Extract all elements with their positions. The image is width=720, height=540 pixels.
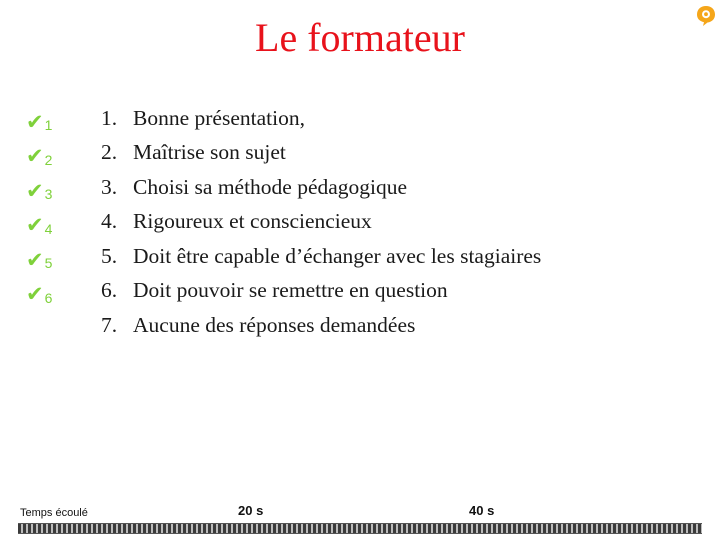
answer-text: Doit être capable d’échanger avec les stagiaires [133,243,542,268]
check-item [26,278,52,313]
timer-marker-20s: 20 s [238,503,264,518]
check-item [26,105,52,140]
answer-text: Bonne présentation, [133,105,305,130]
response-check-list [26,105,52,312]
answer-option-3[interactable] [101,170,541,205]
slide-title: Le formateur [255,15,465,60]
answer-text: Choisi sa méthode pédagogique [133,174,408,199]
answer-number: 6. [101,278,118,303]
check-number: 2 [44,151,53,168]
check-item [26,209,52,244]
check-item [26,243,52,278]
answer-option-7[interactable] [101,308,541,343]
answer-number: 7. [101,312,118,337]
answer-number: 3. [101,174,118,199]
check-number: 6 [44,289,53,306]
answer-option-2[interactable] [101,136,541,171]
clicker-badge-icon [694,4,718,28]
check-number: 5 [44,255,53,272]
answer-option-4[interactable] [101,205,541,240]
elapsed-time-label: Temps écoulé [20,507,88,519]
check-number: 4 [44,220,53,237]
checkmark-icon: ✔ [26,110,44,134]
checkmark-icon: ✔ [26,214,44,238]
check-number: 1 [44,117,53,134]
answer-number: 5. [101,243,118,268]
answer-option-5[interactable] [101,239,541,274]
answer-number: 2. [101,140,118,165]
timer-bar [18,523,702,534]
checkmark-icon: ✔ [26,283,44,307]
answer-number: 4. [101,209,118,234]
check-item [26,174,52,209]
answer-list [101,101,541,343]
check-number: 3 [44,186,53,203]
answer-option-6[interactable] [101,274,541,309]
checkmark-icon: ✔ [26,145,44,169]
check-item [26,140,52,175]
checkmark-icon: ✔ [26,179,44,203]
answer-number: 1. [101,105,118,130]
answer-text: Rigoureux et consciencieux [133,209,372,234]
answer-text: Maîtrise son sujet [133,140,286,165]
checkmark-icon: ✔ [26,248,44,272]
answer-option-1[interactable] [101,101,541,136]
timer-marker-40s: 40 s [469,503,495,518]
answer-text: Aucune des réponses demandées [133,312,416,337]
answer-text: Doit pouvoir se remettre en question [133,278,448,303]
